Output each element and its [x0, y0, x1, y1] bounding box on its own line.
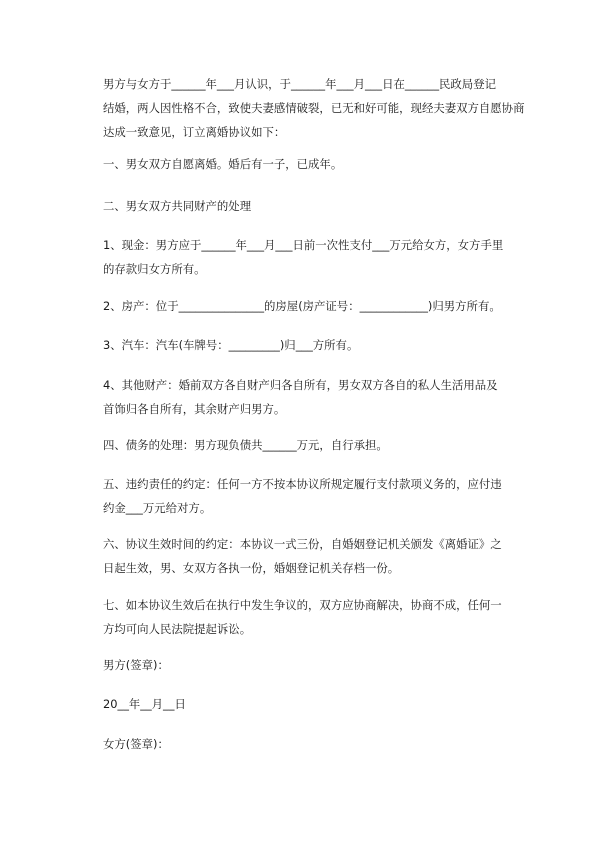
text-line: 日起生效，男、女双方各执一份，婚姻登记机关存档一份。 — [103, 561, 400, 575]
text-line: 一、男女双方自愿离婚。婚后有一子，已成年。 — [103, 157, 343, 171]
text-line: 首饰归各自所有，其余财产归男方。 — [103, 402, 286, 416]
cash-paragraph — [80, 233, 532, 281]
text-line: 20__年__月__日 — [103, 697, 186, 711]
property-paragraph — [80, 294, 532, 318]
text-line: 四、债务的处理：男方现负债共______万元，自行承担。 — [103, 438, 388, 452]
text-line: 2、房产：位于_______________的房屋(房产证号：____________)归男方所有。 — [103, 299, 501, 313]
text-line: 达成一致意见，订立离婚协议如下： — [103, 125, 286, 139]
other-property-paragraph — [80, 373, 532, 421]
text-line: 六、协议生效时间的约定：本协议一式三份，自婚姻登记机关颁发《离婚证》之 — [103, 537, 502, 551]
text-line: 结婚，两人因性格不合，致使夫妻感情破裂，已无和好可能，现经夫妻双方自愿协商 — [103, 101, 525, 115]
car-paragraph — [80, 333, 532, 357]
clause-2-heading — [80, 194, 532, 218]
text-line: 的存款归女方所有。 — [103, 262, 206, 276]
text-line: 男方与女方于______年___月认识，于______年___月___日在______民政局登记 — [103, 77, 496, 91]
text-line: 五、违约责任的约定：任何一方不按本协议所规定履行支付款项义务的，应付违 — [103, 477, 502, 491]
text-line: 3、汽车：汽车(车牌号：_________)归___方所有。 — [103, 338, 359, 352]
dispute-paragraph — [80, 593, 532, 641]
text-line: 男方(签章)： — [103, 658, 169, 672]
breach-paragraph — [80, 472, 532, 520]
text-line: 1、现金：男方应于______年___月___日前一次性支付___万元给女方，女方手里 — [103, 238, 504, 252]
clause-1-paragraph — [80, 152, 532, 176]
text-line: 女方(签章)： — [103, 737, 169, 751]
debt-paragraph — [80, 433, 532, 457]
female-signature-label — [80, 732, 532, 756]
text-line: 4、其他财产：婚前双方各自财产归各自所有，男女双方各自的私人生活用品及 — [103, 378, 498, 392]
text-line: 七、如本协议生效后在执行中发生争议的，双方应协商解决，协商不成，任何一 — [103, 598, 502, 612]
intro-paragraph — [80, 72, 532, 144]
text-line: 方均可向人民法院提起诉讼。 — [103, 622, 252, 636]
male-signature-label — [80, 653, 532, 677]
date-line — [80, 692, 532, 716]
text-line: 约金___万元给对方。 — [103, 501, 212, 515]
effective-paragraph — [80, 532, 532, 580]
text-line: 二、男女双方共同财产的处理 — [103, 199, 252, 213]
